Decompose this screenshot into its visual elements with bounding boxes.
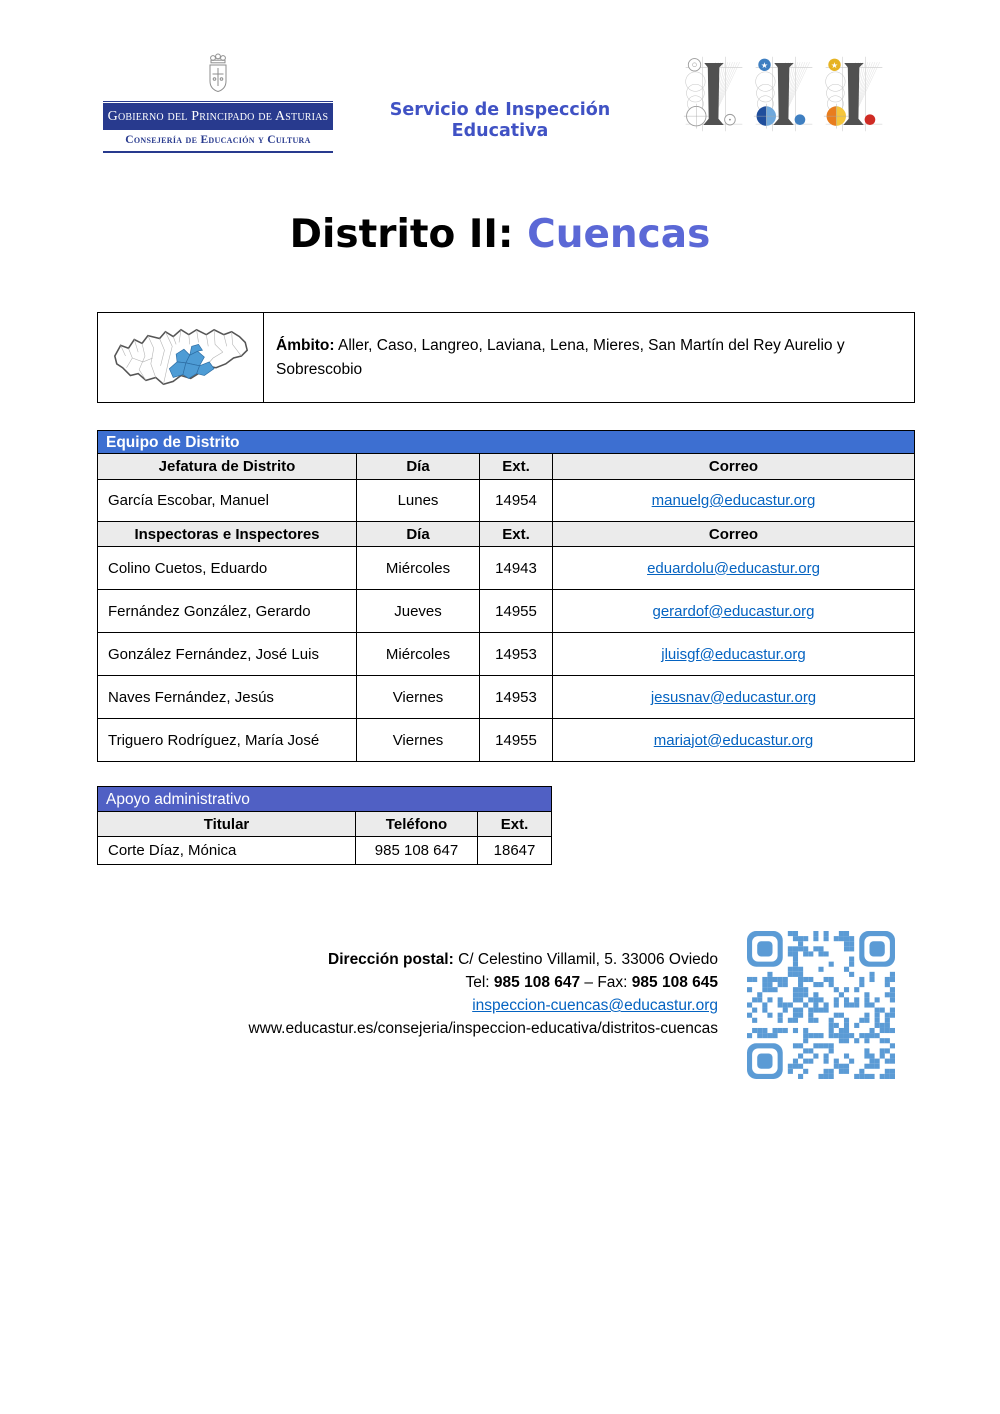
gobierno-name-bar: Gobierno del Principado de Asturias [103,103,333,130]
column-header: Ext. [480,522,553,547]
contact-block [158,948,718,1040]
logo-rule-bottom [103,151,333,153]
website-line: www.educastur.es/consejeria/inspeccion-educativa/distritos-cuencas [248,1020,718,1037]
gobierno-asturias-logo [103,53,333,153]
logo-rule-top [103,101,333,102]
email-cell [553,633,915,676]
equipo-table-title: Equipo de Distrito [97,430,915,453]
column-header: Teléfono [356,812,478,837]
table-row [98,837,552,865]
fax-number: 985 108 645 [631,974,718,991]
visit-day: Jueves [357,590,480,633]
ambito-box [97,312,915,403]
page-title-accent: Cuencas [527,212,711,257]
postal-line [158,948,718,971]
tel-label: Tel: [465,974,494,991]
page-title-black: Distrito II: [289,212,514,257]
svg-text:★: ★ [830,60,839,70]
column-header: Titular [98,812,356,837]
table-row [98,719,915,762]
email-link[interactable]: mariajot@educastur.org [653,731,814,749]
letter-i-sketch-logo [823,52,885,136]
phone-number: 985 108 647 [356,837,478,865]
consejeria-label: Consejería de Educación y Cultura [125,134,311,146]
extension: 14954 [480,480,553,522]
extension: 18647 [478,837,552,865]
column-header: Correo [553,454,915,480]
person-name: González Fernández, José Luis [98,633,357,676]
equipo-table [97,453,915,762]
person-name: Colino Cuetos, Eduardo [98,547,357,590]
service-title [345,100,655,142]
person-name: García Escobar, Manuel [98,480,357,522]
table-row [98,547,915,590]
email-cell [553,676,915,719]
email-cell [553,719,915,762]
email-link[interactable]: manuelg@educastur.org [651,492,816,509]
letter-i-architectural-sketch-logos [683,52,885,136]
column-header: Día [357,522,480,547]
apoyo-table-title: Apoyo administrativo [97,786,552,811]
service-title-line1: Servicio de Inspección [389,100,611,120]
extension: 14953 [480,633,553,676]
asturias-crown-shield-icon [196,53,240,99]
apoyo-section [97,786,552,865]
extension: 14955 [480,590,553,633]
service-title-line2: Educativa [451,121,549,141]
page-title [0,212,1000,257]
letter-i-sketch-logo [753,52,815,136]
email-cell [553,480,915,522]
person-name: Fernández González, Gerardo [98,590,357,633]
ambito-text [264,313,914,402]
column-header: Ext. [478,812,552,837]
email-link[interactable]: jluisgf@educastur.org [661,645,806,663]
postal-label: Dirección postal: [328,951,454,968]
email-line [158,994,718,1017]
equipo-section [97,430,915,762]
map-cell [98,313,264,402]
postal-value: C/ Celestino Villamil, 5. 33006 Oviedo [453,951,718,968]
column-header: Día [357,454,480,480]
tel-number: 985 108 647 [493,974,581,991]
table-header-row [98,812,552,837]
visit-day: Miércoles [357,633,480,676]
table-header-row [98,522,915,547]
table-row [98,633,915,676]
email-link[interactable]: gerardof@educastur.org [652,602,815,620]
table-header-row [98,454,915,480]
column-header: Inspectoras e Inspectores [98,522,357,547]
email-cell [553,547,915,590]
person-name: Naves Fernández, Jesús [98,676,357,719]
visit-day: Viernes [357,719,480,762]
svg-text:★: ★ [760,60,769,70]
email-cell [553,590,915,633]
column-header: Correo [553,522,915,547]
letter-i-sketch-logo [683,52,745,136]
table-row [98,676,915,719]
qr-code [747,931,895,1079]
person-name: Triguero Rodríguez, María José [98,719,357,762]
visit-day: Viernes [357,676,480,719]
apoyo-table [97,811,552,865]
table-row [98,590,915,633]
tel-fax-line [158,971,718,994]
email-link[interactable]: jesusnav@educastur.org [650,688,817,706]
email-link[interactable]: eduardolu@educastur.org [647,559,820,577]
qr-code-icon [747,931,895,1079]
district-email-link[interactable]: inspeccion-cuencas@educastur.org [472,997,718,1014]
person-name: Corte Díaz, Mónica [98,837,356,865]
extension: 14943 [480,547,553,590]
extension: 14955 [480,719,553,762]
column-header: Jefatura de Distrito [98,454,357,480]
asturias-municipalities-map [108,319,254,397]
table-row [98,480,915,522]
ambito-value: Aller, Caso, Langreo, Laviana, Lena, Mieres, San Martín del Rey Aurelio y Sobrescobio [276,336,845,378]
visit-day: Lunes [357,480,480,522]
fax-label: – Fax: [580,974,632,991]
column-header: Ext. [480,454,553,480]
ambito-label: Ámbito: [276,336,335,354]
extension: 14953 [480,676,553,719]
visit-day: Miércoles [357,547,480,590]
